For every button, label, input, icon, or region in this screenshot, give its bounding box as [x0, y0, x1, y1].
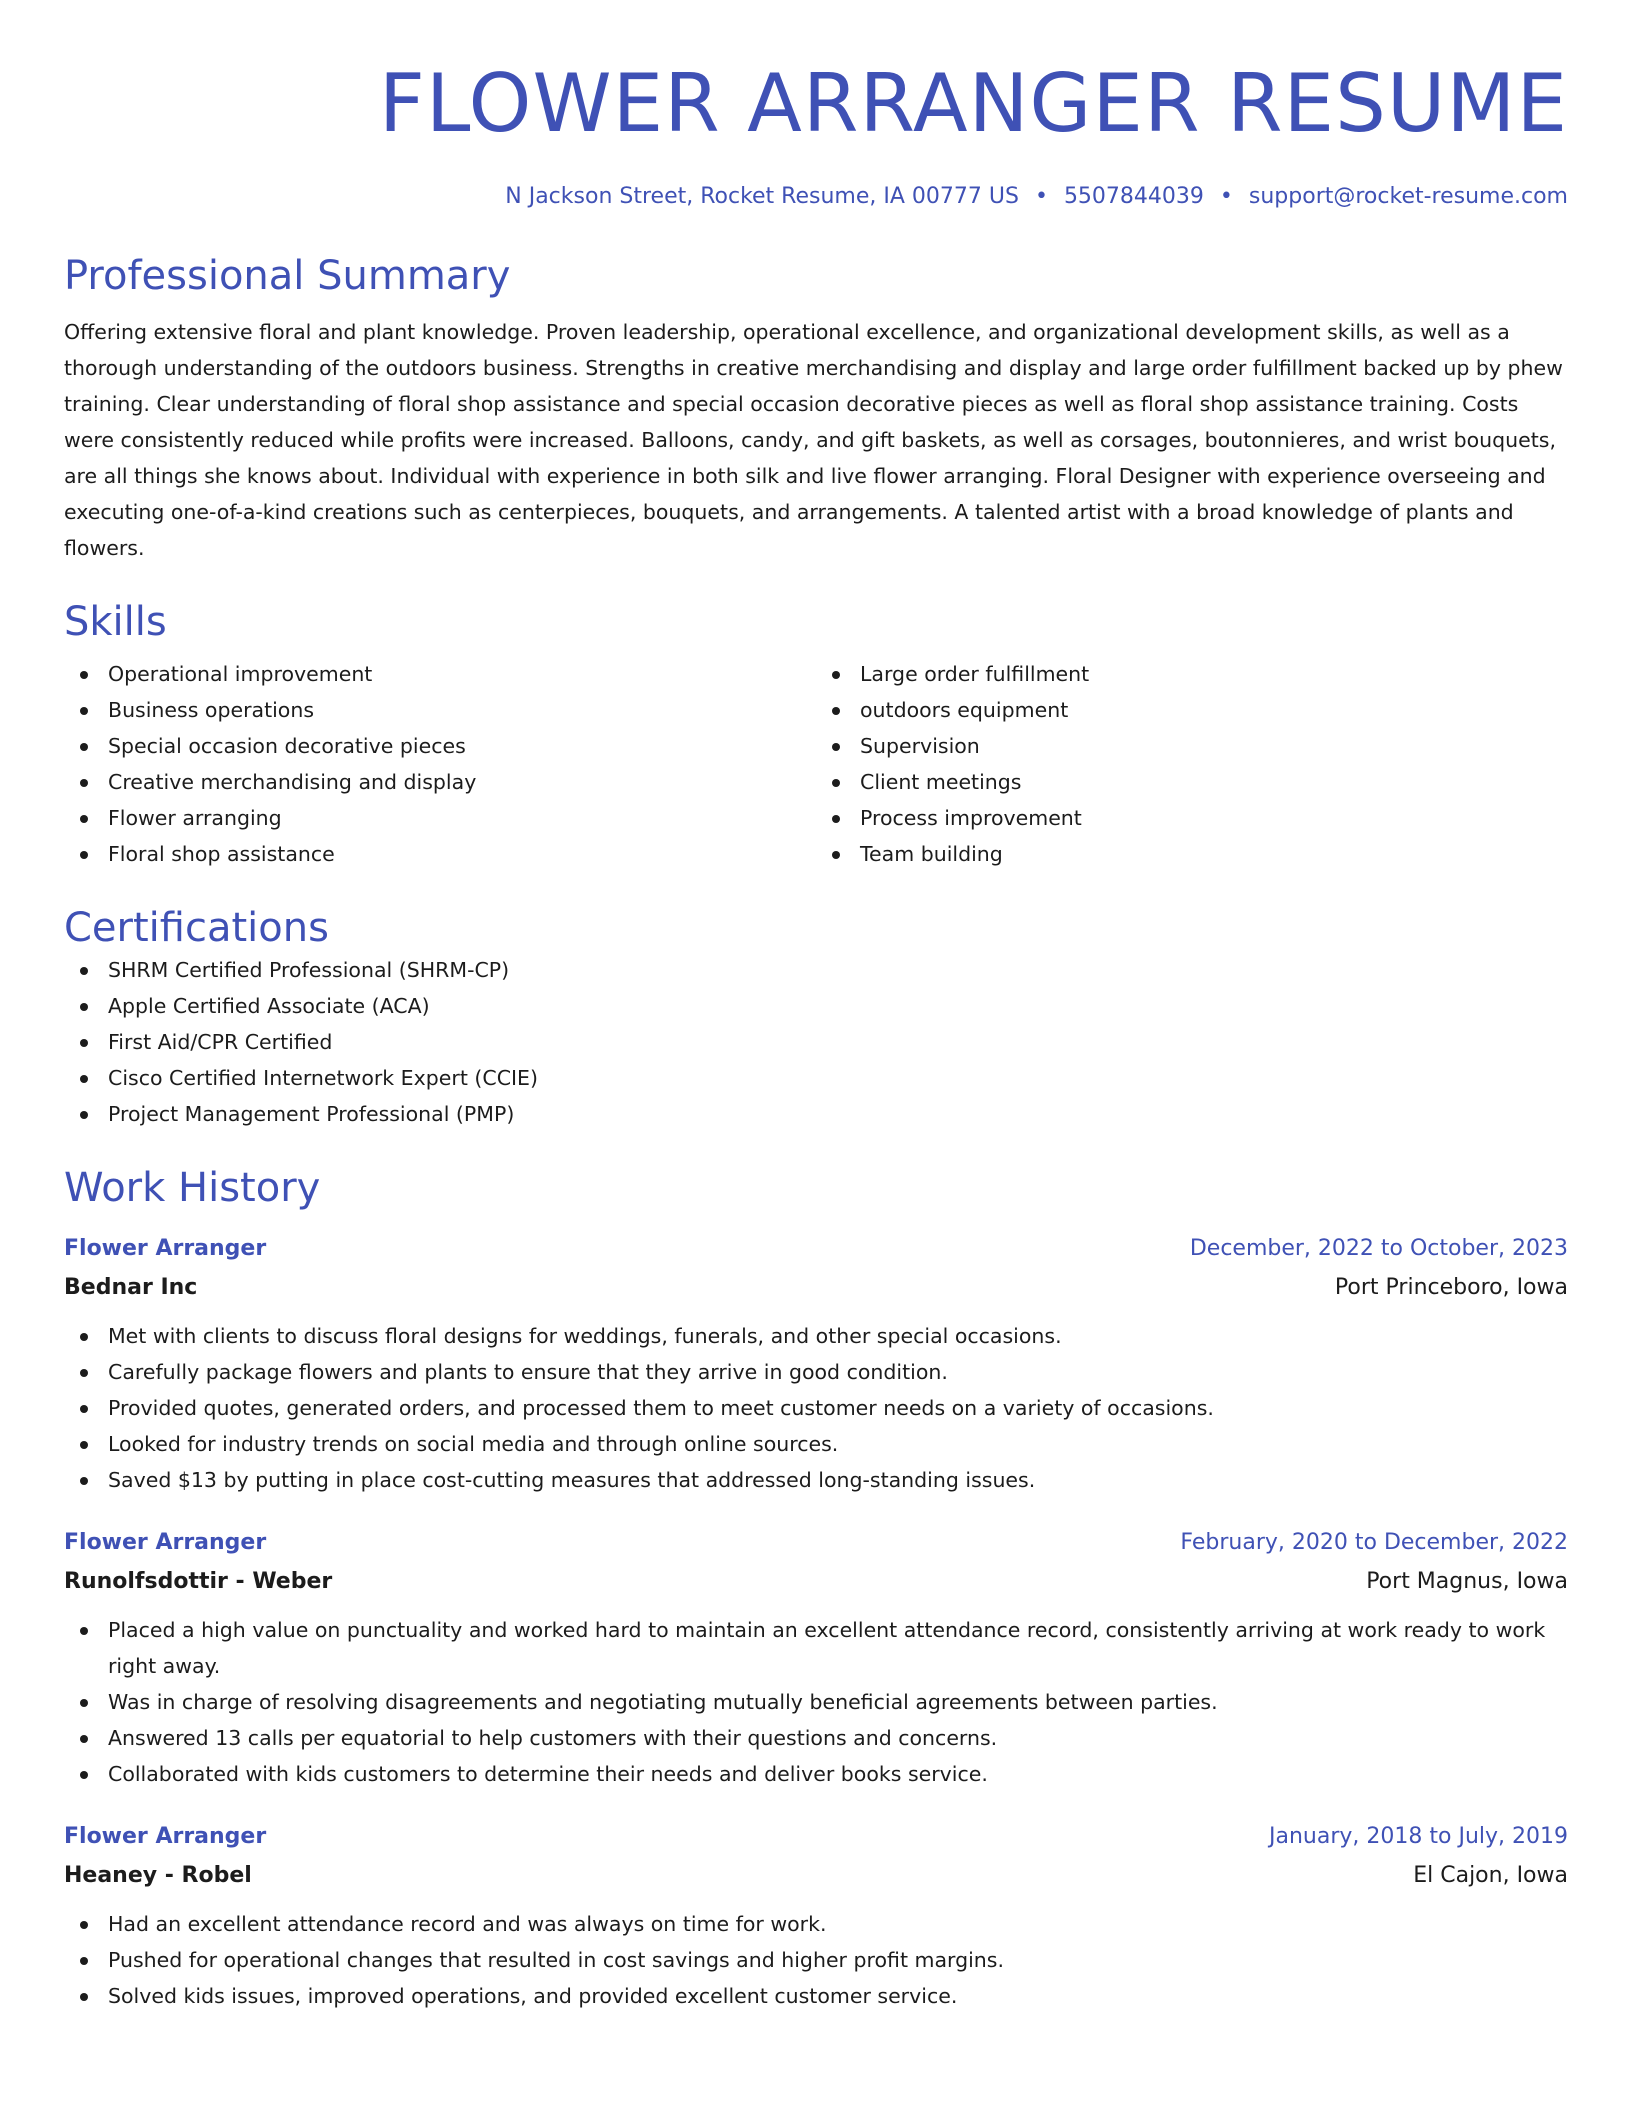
job-dates: February, 2020 to December, 2022 [1180, 1530, 1568, 1555]
job-title: Flower Arranger [64, 1824, 267, 1849]
contact-email: support@rocket-resume.com [1248, 184, 1568, 209]
summary-text: Offering extensive floral and plant knowledge. Proven leadership, operational excellence, and organizational development skills, as well as a thorough understanding of the outdoors business. Strengths in creative merchandising and display and large order fulfillment backed up by phew training. Clear understanding of floral shop assistance and special occasion decorative pieces as well as floral shop assistance training. Costs were consistently reduced while profits were increased. Balloons, candy, and gift baskets, as well as corsages, boutonnieres, and wrist bouquets, are all things she knows about. Individual with experience in both silk and live flower arranging. Floral Designer with experience overseeing and executing one-of-a-kind creations such as centerpieces, bouquets, and arrangements. A talented artist with a broad knowledge of plants and flowers. [64, 320, 1563, 560]
certifications-section [64, 904, 1568, 1132]
skills-columns [64, 656, 1568, 872]
job-location: Port Princeboro, Iowa [1334, 1275, 1568, 1300]
job-entry [64, 1230, 1568, 1498]
job-duty: Saved $13 by putting in place cost-cutting measures that addressed long-standing issues. [64, 1462, 1568, 1498]
job-duty: Pushed for operational changes that resulted in cost savings and higher profit margins. [64, 1942, 1568, 1978]
job-duty: Had an excellent attendance record and was always on time for work. [64, 1906, 1568, 1942]
skill-item: Supervision [816, 728, 1568, 764]
skill-item: Special occasion decorative pieces [64, 728, 816, 764]
skill-item: Team building [816, 836, 1568, 872]
job-title: Flower Arranger [64, 1236, 267, 1261]
certification-item: Project Management Professional (PMP) [64, 1096, 1568, 1132]
job-duty: Carefully package flowers and plants to ensure that they arrive in good condition. [64, 1354, 1568, 1390]
job-company-row [64, 1268, 1568, 1308]
contact-separator: • [1219, 184, 1233, 209]
summary-section [64, 252, 1568, 566]
job-company-row [64, 1562, 1568, 1602]
job-entry [64, 1524, 1568, 1792]
skills-list-right [816, 656, 1568, 872]
contact-separator: • [1034, 184, 1048, 209]
skill-item: Client meetings [816, 764, 1568, 800]
skill-item: outdoors equipment [816, 692, 1568, 728]
skill-item: Creative merchandising and display [64, 764, 816, 800]
job-duty: Solved kids issues, improved operations, and provided excellent customer service. [64, 1978, 1568, 2014]
job-duty: Looked for industry trends on social media and through online sources. [64, 1426, 1568, 1462]
job-duty: Was in charge of resolving disagreements and negotiating mutually beneficial agreements between parties. [64, 1684, 1568, 1720]
job-dates: January, 2018 to July, 2019 [1269, 1824, 1568, 1849]
contact-line [64, 182, 1568, 212]
job-title-row [64, 1230, 1568, 1268]
certification-item: First Aid/CPR Certified [64, 1024, 1568, 1060]
contact-address: N Jackson Street, Rocket Resume, IA 00777 US [505, 184, 1019, 209]
skill-item: Operational improvement [64, 656, 816, 692]
summary-heading: Professional Summary [64, 253, 511, 299]
job-entry [64, 1818, 1568, 2014]
job-location: Port Magnus, Iowa [1366, 1569, 1568, 1594]
skills-section [64, 598, 1568, 872]
job-title-row [64, 1524, 1568, 1562]
skills-heading: Skills [64, 599, 167, 645]
job-duties-list [64, 1906, 1568, 2014]
job-duties-list [64, 1612, 1568, 1792]
job-duties-list [64, 1318, 1568, 1498]
skills-list-left [64, 656, 816, 872]
job-company: Heaney - Robel [64, 1863, 252, 1888]
contact-phone: 5507844039 [1063, 184, 1204, 209]
job-dates: December, 2022 to October, 2023 [1189, 1236, 1568, 1261]
certifications-list [64, 952, 1568, 1132]
certifications-heading: Certifications [64, 905, 329, 951]
job-duty: Placed a high value on punctuality and worked hard to maintain an excellent attendance record, consistently arriving at work ready to work right away. [64, 1612, 1568, 1684]
skill-item: Floral shop assistance [64, 836, 816, 872]
job-title: Flower Arranger [64, 1530, 267, 1555]
work-history-section [64, 1164, 1568, 2014]
skill-item: Flower arranging [64, 800, 816, 836]
job-company-row [64, 1856, 1568, 1896]
skill-item: Business operations [64, 692, 816, 728]
job-duty: Answered 13 calls per equatorial to help customers with their questions and concerns. [64, 1720, 1568, 1756]
job-duty: Provided quotes, generated orders, and processed them to meet customer needs on a variety of occasions. [64, 1390, 1568, 1426]
skill-item: Large order fulfillment [816, 656, 1568, 692]
work-history-heading: Work History [64, 1165, 321, 1211]
job-company: Bednar Inc [64, 1275, 198, 1300]
resume-title: FLOWER ARRANGER RESUME [378, 57, 1568, 150]
job-title-row [64, 1818, 1568, 1856]
certification-item: SHRM Certified Professional (SHRM-CP) [64, 952, 1568, 988]
job-duty: Collaborated with kids customers to determine their needs and deliver books service. [64, 1756, 1568, 1792]
skill-item: Process improvement [816, 800, 1568, 836]
job-location: El Cajon, Iowa [1413, 1863, 1568, 1888]
certification-item: Apple Certified Associate (ACA) [64, 988, 1568, 1024]
certification-item: Cisco Certified Internetwork Expert (CCIE) [64, 1060, 1568, 1096]
job-company: Runolfsdottir - Weber [64, 1569, 333, 1594]
resume-header [64, 0, 1568, 212]
job-duty: Met with clients to discuss floral designs for weddings, funerals, and other special occasions. [64, 1318, 1568, 1354]
